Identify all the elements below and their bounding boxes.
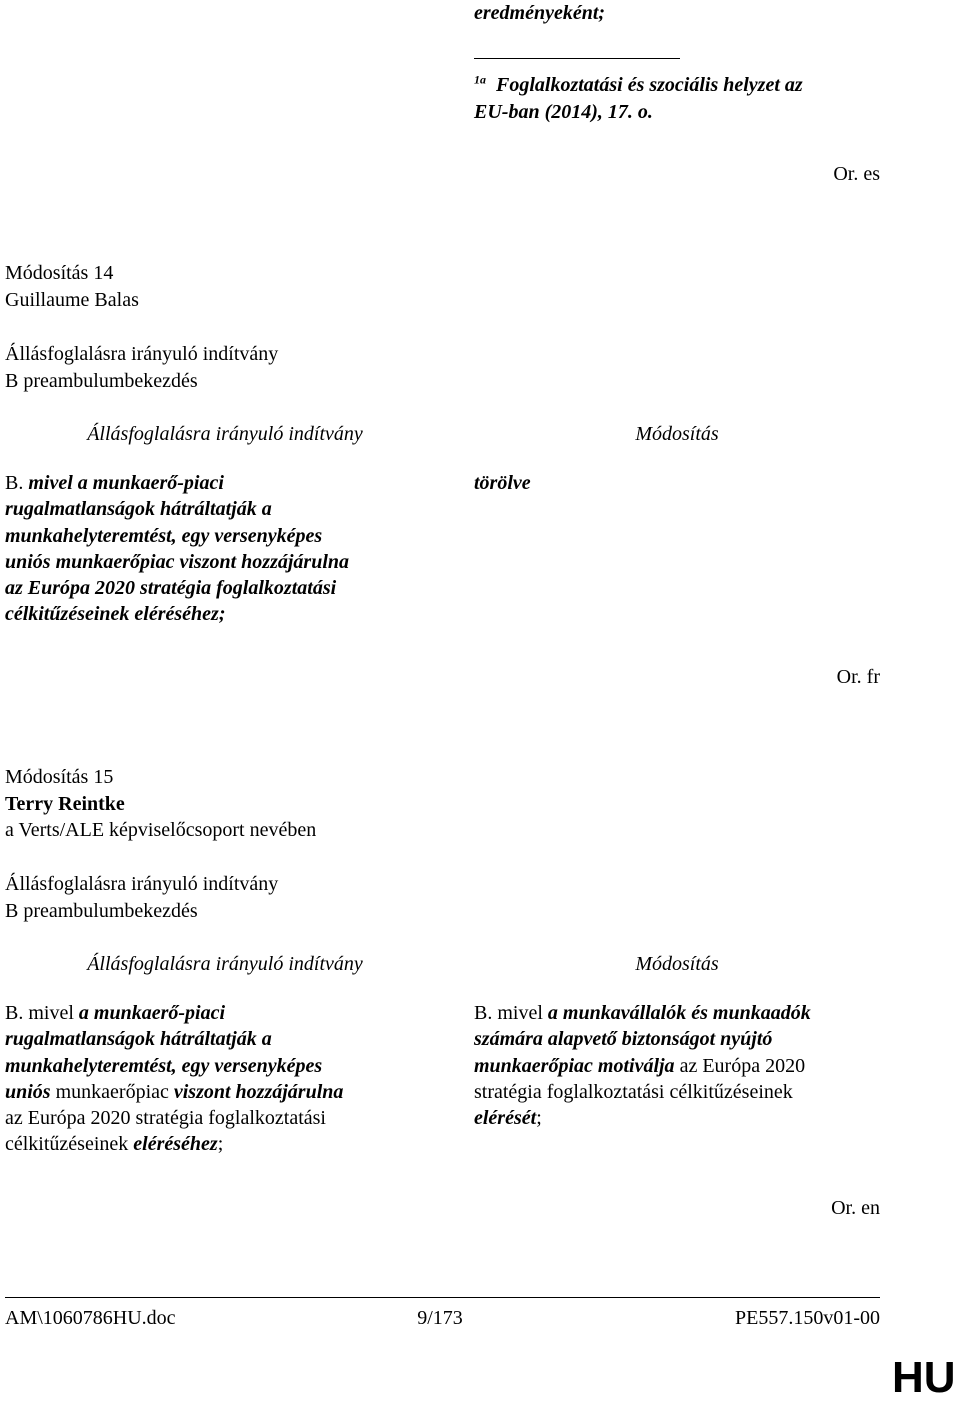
amendment-15-section: Állásfoglalásra irányuló indítvány — [5, 873, 279, 895]
left-line: rugalmatlanságok hátráltatják a — [5, 498, 272, 521]
amendment-15-paragraph: B preambulumbekezdés — [5, 900, 198, 922]
continuation-text: eredményeként; — [474, 2, 606, 24]
text-run: munkahelyteremtést, egy versenyképes — [5, 1054, 323, 1077]
text-run: viszont hozzájárulna — [173, 1080, 344, 1103]
left-line: az Európa 2020 stratégia foglalkoztatási — [5, 577, 337, 600]
amendment-14-author: Guillaume Balas — [5, 289, 139, 311]
text-run: az Európa 2020 stratégia foglalkoztatási — [5, 1107, 326, 1130]
footer-doc-ref: AM\1060786HU.doc — [5, 1307, 176, 1329]
amendment-14-left-header: Állásfoglalásra irányuló indítvány — [87, 423, 363, 445]
text-run: ; — [536, 1107, 542, 1130]
text-run: B. mivel — [5, 1002, 79, 1024]
original-language-es: Or. es — [833, 163, 880, 185]
text-run: munkaerőpiac — [50, 1080, 174, 1103]
footnote-line-1 — [474, 72, 803, 98]
original-language-en: Or. en — [831, 1197, 880, 1219]
text-run: ; — [217, 1133, 224, 1156]
amendment-14-left-text — [5, 470, 349, 628]
text-run: rugalmatlanságok hátráltatják a — [5, 1028, 272, 1051]
text-run: B. mivel — [474, 1002, 548, 1024]
left-prefix: B. — [5, 472, 24, 494]
original-language-fr: Or. fr — [836, 666, 880, 688]
amendment-14-deleted: törölve — [474, 472, 531, 494]
amendment-15-left-text — [5, 1000, 343, 1158]
amendment-15-right-text — [474, 1000, 811, 1131]
text-run: az Európa 2020 — [674, 1054, 806, 1077]
footer-pe-ref: PE557.150v01-00 — [735, 1307, 880, 1329]
text-run: stratégia foglalkoztatási célkitűzéseinek — [474, 1080, 793, 1103]
footnote-marker: 1a — [474, 72, 486, 87]
text-run: a munkaerő-piaci — [78, 1002, 226, 1024]
left-line: uniós munkaerőpiac viszont hozzájárulna — [5, 550, 349, 573]
amendment-14-section: Állásfoglalásra irányuló indítvány — [5, 343, 279, 365]
left-line: célkitűzéseinek eléréséhez; — [5, 603, 226, 626]
amendment-14-right-header: Módosítás — [635, 423, 719, 445]
left-line: mivel a munkaerő-piaci — [28, 472, 224, 494]
footer-rule — [5, 1297, 880, 1298]
text-run: elérését — [474, 1107, 537, 1130]
language-code: HU — [892, 1353, 956, 1402]
amendment-15-number: Módosítás 15 — [5, 766, 114, 788]
amendment-15-right-header: Módosítás — [635, 953, 719, 975]
amendment-15-author: Terry Reintke — [5, 793, 125, 815]
amendment-15-group: a Verts/ALE képviselőcsoport nevében — [5, 819, 317, 841]
footer-page-number: 9/173 — [417, 1307, 463, 1329]
text-run: uniós — [5, 1080, 51, 1103]
amendment-14-number: Módosítás 14 — [5, 262, 114, 284]
amendment-14-paragraph: B preambulumbekezdés — [5, 370, 198, 392]
left-line: munkahelyteremtést, egy versenyképes — [5, 524, 323, 547]
text-run: eléréséhez — [133, 1133, 218, 1156]
text-run: számára alapvető biztonságot nyújtó — [474, 1028, 773, 1051]
footnote-line-2: EU-ban (2014), 17. o. — [474, 101, 653, 123]
text-run: a munkavállalók és munkaadók — [547, 1002, 811, 1024]
amendment-15-left-header: Állásfoglalásra irányuló indítvány — [87, 953, 363, 975]
text-run: célkitűzéseinek — [5, 1133, 134, 1156]
footnote-rule — [474, 58, 680, 59]
text-run: munkaerőpiac motiválja — [474, 1054, 675, 1077]
footnote-text-1: Foglalkoztatási és szociális helyzet az — [496, 74, 803, 96]
